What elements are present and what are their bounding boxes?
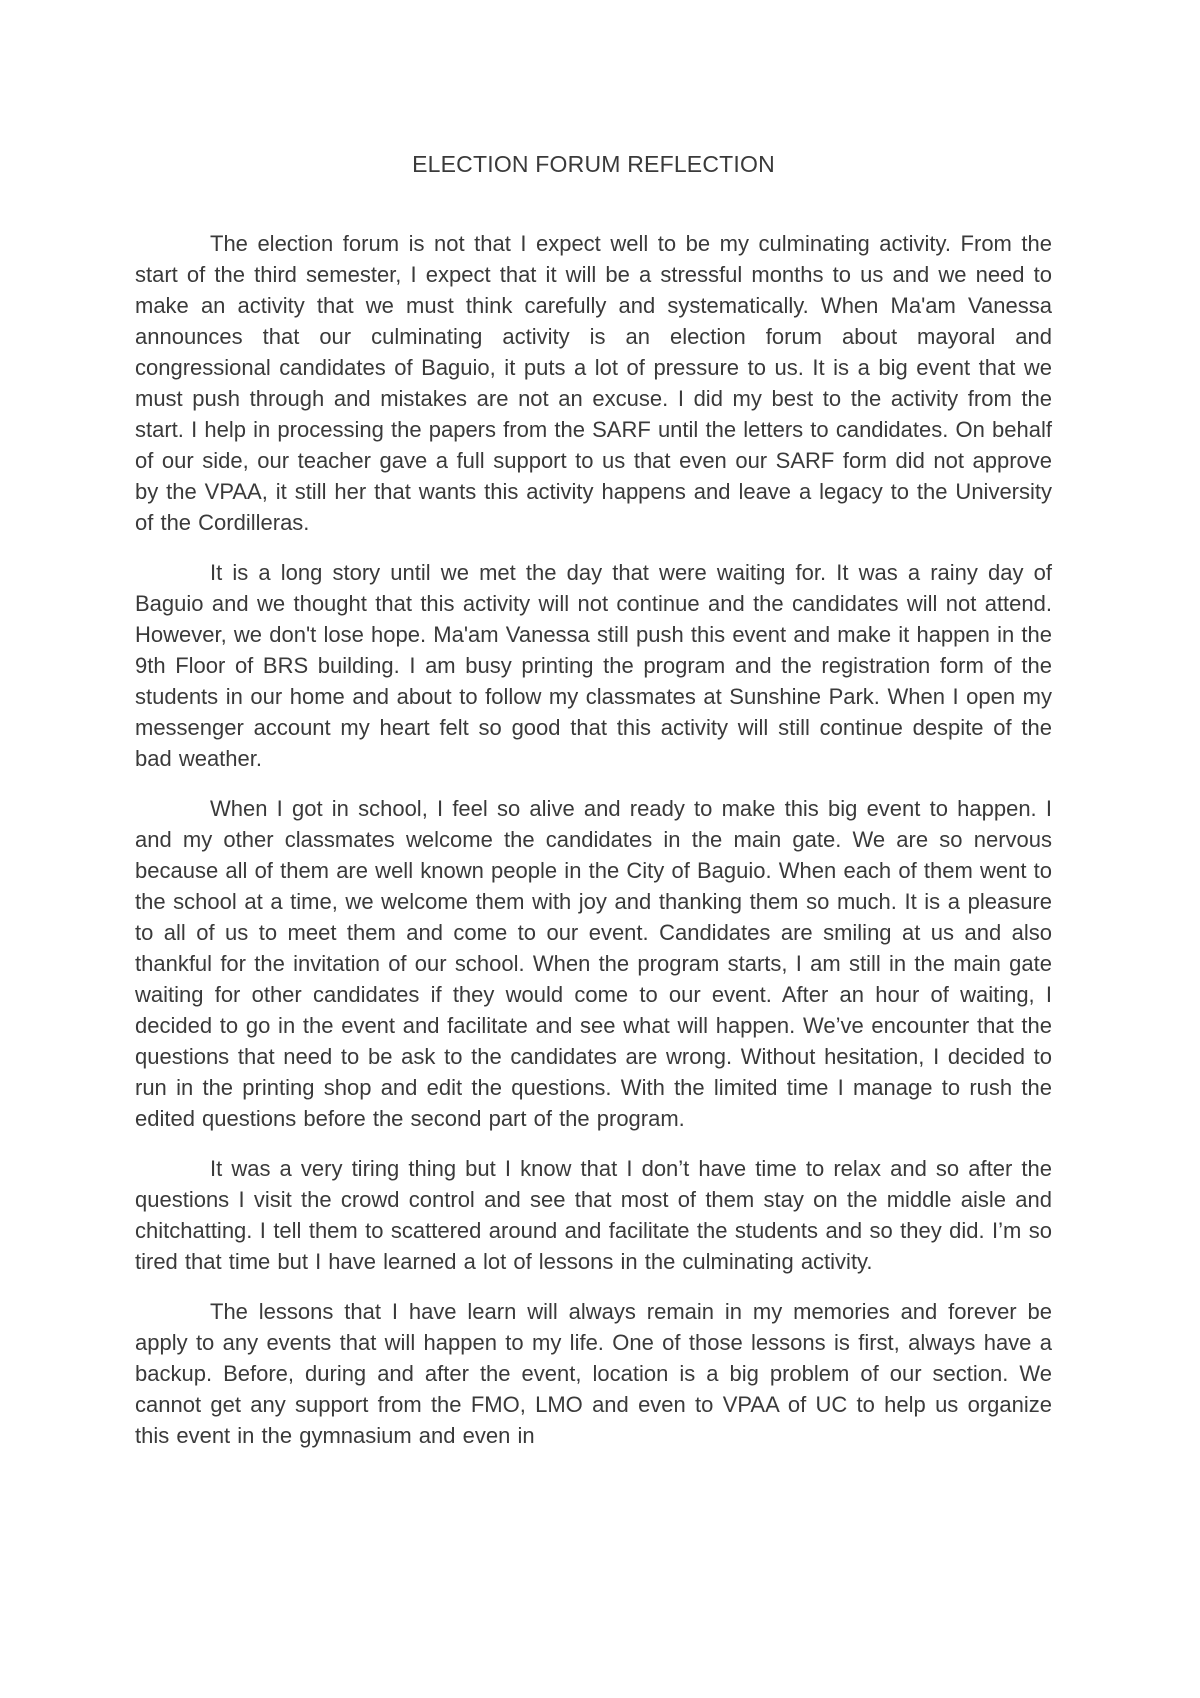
paragraph-1: The election forum is not that I expect well to be my culminating activity. From the start of the third semester, I expect that it will be a stressful months to us and we need to make an activity that we must think carefully and systematically. When Ma'am Vanessa announces that our culminating activity is an election forum about mayoral and congressional candidates of Baguio, it puts a lot of pressure to us. It is a big event that we must push through and mistakes are not an excuse. I did my best to the activity from the start. I help in processing the papers from the SARF until the letters to candidates. On behalf of our side, our teacher gave a full support to us that even our SARF form did not approve by the VPAA, it still her that wants this activity happens and leave a legacy to the University of the Cordilleras. <box>135 231 1052 535</box>
paragraph-4: It was a very tiring thing but I know that I don’t have time to relax and so after the questions I visit the crowd control and see that most of them stay on the middle aisle and chitchatting. I tell them to scattered around and facilitate the students and so they did. I’m so tired that time but I have learned a lot of lessons in the culminating activity. <box>135 1156 1052 1274</box>
page-title: ELECTION FORUM REFLECTION <box>412 151 775 177</box>
paragraph-2: It is a long story until we met the day that were waiting for. It was a rainy day of Baguio and we thought that this activity will not continue and the candidates will not attend. However, we don't lose hope. Ma'am Vanessa still push this event and make it happen in the 9th Floor of BRS building. I am busy printing the program and the registration form of the students in our home and about to follow my classmates at Sunshine Park. When I open my messenger account my heart felt so good that this activity will still continue despite of the bad weather. <box>135 560 1052 771</box>
paragraph-3: When I got in school, I feel so alive and ready to make this big event to happen. I and my other classmates welcome the candidates in the main gate. We are so nervous because all of them are well known people in the City of Baguio. When each of them went to the school at a time, we welcome them with joy and thanking them so much. It is a pleasure to all of us to meet them and come to our event. Candidates are smiling at us and also thankful for the invitation of our school. When the program starts, I am still in the main gate waiting for other candidates if they would come to our event. After an hour of waiting, I decided to go in the event and facilitate and see what will happen. We’ve encounter that the questions that need to be ask to the candidates are wrong. Without hesitation, I decided to run in the printing shop and edit the questions. With the limited time I manage to rush the edited questions before the second part of the program. <box>135 796 1052 1131</box>
document-content <box>135 150 1052 1470</box>
paragraph-5: The lessons that I have learn will always remain in my memories and forever be apply to any events that will happen to my life. One of those lessons is first, always have a backup. Before, during and after the event, location is a big problem of our section. We cannot get any support from the FMO, LMO and even to VPAA of UC to help us organize this event in the gymnasium and even in <box>135 1299 1052 1448</box>
